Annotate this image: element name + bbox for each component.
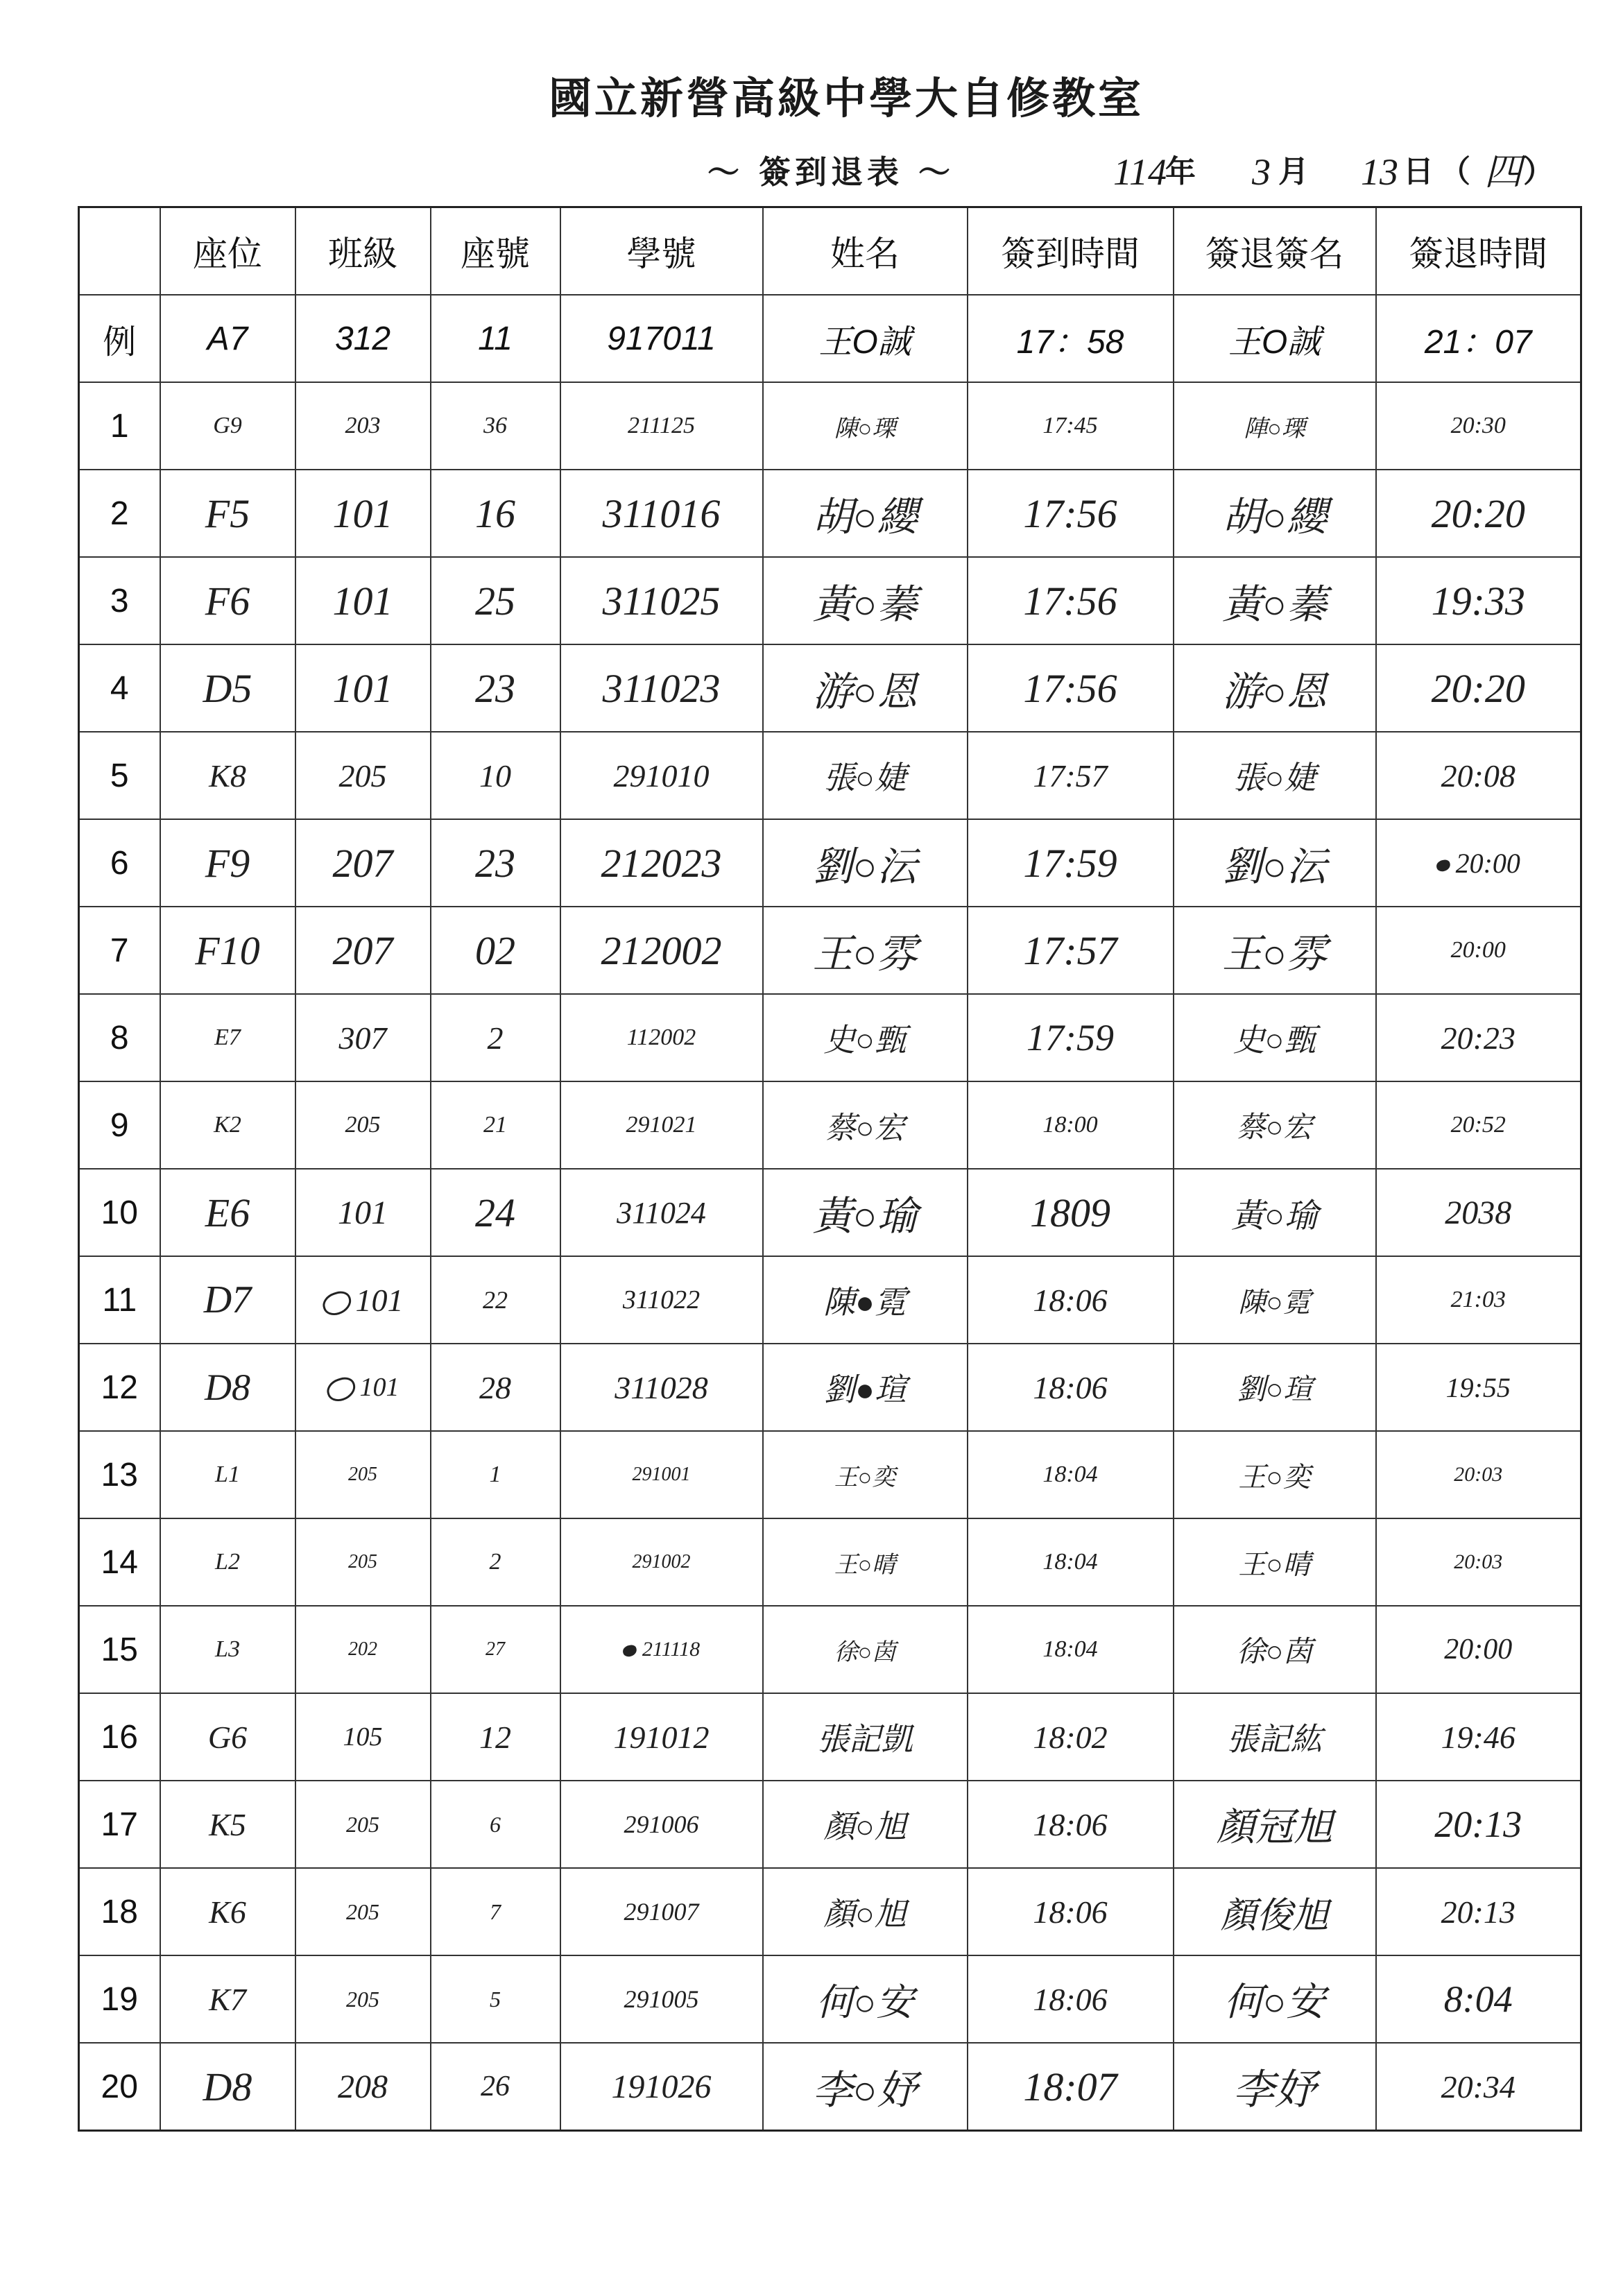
row-number: 9 — [79, 1081, 160, 1169]
student-id-cell: 112002 — [560, 994, 763, 1081]
sign-in-time-cell: 17:45 — [968, 382, 1174, 470]
sign-out-time-cell: 19:55 — [1376, 1344, 1581, 1431]
sign-in-time-cell: 17:56 — [968, 470, 1174, 557]
row-number: 7 — [79, 907, 160, 994]
name-cell: 徐○茵 — [763, 1606, 968, 1693]
name-cell: 蔡○宏 — [763, 1081, 968, 1169]
ink-scribble — [324, 1375, 359, 1405]
student-id-cell — [560, 1606, 763, 1693]
seat-number-cell: 6 — [431, 1781, 560, 1868]
sign-in-time-cell: 18:06 — [968, 1781, 1174, 1868]
name-cell: 黃○蓁 — [763, 557, 968, 644]
seat-number-cell: 02 — [431, 907, 560, 994]
seat-number-cell: 12 — [431, 1693, 560, 1781]
table-row — [79, 644, 1581, 732]
table-row — [79, 1781, 1581, 1868]
seat-cell: F5 — [160, 470, 295, 557]
student-id-cell: 291005 — [560, 1955, 763, 2043]
seat-cell: K7 — [160, 1955, 295, 2043]
seat-cell: K2 — [160, 1081, 295, 1169]
table-row — [79, 557, 1581, 644]
sign-in-time-cell: 18:04 — [968, 1518, 1174, 1606]
table-row — [79, 1081, 1581, 1169]
student-id-cell: 291001 — [560, 1431, 763, 1518]
seat-number-cell: 2 — [431, 994, 560, 1081]
seat-number-cell: 23 — [431, 819, 560, 907]
date-year: 114 — [1113, 151, 1167, 193]
seat-number-cell: 2 — [431, 1518, 560, 1606]
sign-out-signature-cell: 李妤 — [1174, 2043, 1376, 2131]
sign-out-time-cell: 20:13 — [1376, 1868, 1581, 1955]
sign-out-time-cell: 19:46 — [1376, 1693, 1581, 1781]
table-row — [79, 1169, 1581, 1256]
seat-cell: L2 — [160, 1518, 295, 1606]
example-label: 例 — [79, 295, 160, 382]
sign-in-time-cell: 18:06 — [968, 1955, 1174, 2043]
class-cell — [295, 1256, 431, 1344]
table-row — [79, 1344, 1581, 1431]
class-cell: 312 — [295, 295, 431, 382]
seat-cell: G9 — [160, 382, 295, 470]
sign-out-time-cell: 20:20 — [1376, 470, 1581, 557]
name-cell: 何○安 — [763, 1955, 968, 2043]
sign-out-signature-cell: 顏俊旭 — [1174, 1868, 1376, 1955]
name-cell: 王○晴 — [763, 1518, 968, 1606]
header-sign-out-signature: 簽退簽名 — [1174, 207, 1376, 295]
name-cell: 史○甄 — [763, 994, 968, 1081]
sign-out-signature-cell: 黃○蓁 — [1174, 557, 1376, 644]
table-row — [79, 2043, 1581, 2131]
header-sign-out-time: 簽退時間 — [1376, 207, 1581, 295]
sign-in-time-cell: 18:06 — [968, 1344, 1174, 1431]
sign-out-time-cell: 20:34 — [1376, 2043, 1581, 2131]
seat-number-cell: 11 — [431, 295, 560, 382]
class-cell: 205 — [295, 732, 431, 819]
sign-out-time-cell: 20:52 — [1376, 1081, 1581, 1169]
date-day-label: 日 — [1403, 154, 1434, 189]
sign-in-time-cell: 17:57 — [968, 732, 1174, 819]
date-open-paren: （ — [1440, 154, 1470, 189]
student-id-cell: 311025 — [560, 557, 763, 644]
table-row — [79, 1431, 1581, 1518]
sign-in-time-cell: 18:02 — [968, 1693, 1174, 1781]
row-number: 10 — [79, 1169, 160, 1256]
seat-cell: F10 — [160, 907, 295, 994]
class-cell: 205 — [295, 1781, 431, 1868]
sign-out-signature-cell: 張○婕 — [1174, 732, 1376, 819]
seat-number-cell: 23 — [431, 644, 560, 732]
seat-number-cell: 36 — [431, 382, 560, 470]
sign-out-time-cell: 21:03 — [1376, 1256, 1581, 1344]
table-row — [79, 1518, 1581, 1606]
sign-in-time-cell: 1809 — [968, 1169, 1174, 1256]
row-number: 11 — [79, 1256, 160, 1344]
seat-cell: D7 — [160, 1256, 295, 1344]
row-number: 19 — [79, 1955, 160, 2043]
date-day: 13 — [1361, 151, 1398, 193]
sign-out-time-cell: 20:00 — [1376, 1606, 1581, 1693]
table-row — [79, 1955, 1581, 2043]
row-number: 3 — [79, 557, 160, 644]
seat-number-cell: 16 — [431, 470, 560, 557]
header-sign-in-time: 簽到時間 — [968, 207, 1174, 295]
sign-in-time-cell: 18:06 — [968, 1868, 1174, 1955]
seat-cell: D8 — [160, 2043, 295, 2131]
table-row — [79, 382, 1581, 470]
date-year-label: 年 — [1165, 154, 1196, 189]
seat-cell: E6 — [160, 1169, 295, 1256]
row-number: 12 — [79, 1344, 160, 1431]
sign-in-time-cell: 18:00 — [968, 1081, 1174, 1169]
table-row — [79, 1868, 1581, 1955]
row-number: 2 — [79, 470, 160, 557]
sign-out-time-cell: 20:30 — [1376, 382, 1581, 470]
student-id-cell: 212023 — [560, 819, 763, 907]
seat-cell: A7 — [160, 295, 295, 382]
seat-cell: E7 — [160, 994, 295, 1081]
header-name: 姓名 — [763, 207, 968, 295]
sign-in-time-cell: 18:04 — [968, 1606, 1174, 1693]
student-id-cell: 211125 — [560, 382, 763, 470]
student-id-value: 211118 — [642, 1638, 701, 1661]
sign-in-time-cell: 18:06 — [968, 1256, 1174, 1344]
sign-in-time-cell: 17:57 — [968, 907, 1174, 994]
document-title: 國立新營高級中學大自修教室 — [548, 73, 1144, 123]
ink-blot — [1435, 859, 1451, 873]
class-cell: 101 — [295, 1169, 431, 1256]
row-number: 18 — [79, 1868, 160, 1955]
sign-out-time-cell: 20:03 — [1376, 1518, 1581, 1606]
sign-out-time-cell: 2038 — [1376, 1169, 1581, 1256]
student-id-cell: 191012 — [560, 1693, 763, 1781]
sign-out-signature-cell: 蔡○宏 — [1174, 1081, 1376, 1169]
table-row — [79, 470, 1581, 557]
sign-out-signature-cell: 劉○瑄 — [1174, 1344, 1376, 1431]
class-cell: 205 — [295, 1868, 431, 1955]
table-row — [79, 994, 1581, 1081]
seat-number-cell: 21 — [431, 1081, 560, 1169]
sign-out-signature-cell: 徐○茵 — [1174, 1606, 1376, 1693]
student-id-cell: 291002 — [560, 1518, 763, 1606]
class-cell: 205 — [295, 1955, 431, 2043]
sign-out-signature-cell: 陣○瑮 — [1174, 382, 1376, 470]
sign-out-time-cell: 19:33 — [1376, 557, 1581, 644]
sign-in-time-cell: 17：58 — [968, 295, 1174, 382]
class-cell: 101 — [295, 644, 431, 732]
sign-out-time-cell: 20:08 — [1376, 732, 1581, 819]
class-cell: 101 — [295, 470, 431, 557]
sign-out-signature-cell: 王○雰 — [1174, 907, 1376, 994]
sign-in-time-cell: 17:56 — [968, 557, 1174, 644]
class-cell: 208 — [295, 2043, 431, 2131]
class-cell: 205 — [295, 1518, 431, 1606]
sign-out-signature-cell: 劉○沄 — [1174, 819, 1376, 907]
row-number: 16 — [79, 1693, 160, 1781]
sign-out-time-cell: 20:00 — [1376, 907, 1581, 994]
sign-out-time-cell: 20:20 — [1376, 644, 1581, 732]
class-cell: 207 — [295, 907, 431, 994]
table-row — [79, 907, 1581, 994]
name-cell: 張○婕 — [763, 732, 968, 819]
sign-out-signature-cell: 游○恩 — [1174, 644, 1376, 732]
sign-out-signature-cell: 何○安 — [1174, 1955, 1376, 2043]
seat-number-cell: 28 — [431, 1344, 560, 1431]
seat-cell: L1 — [160, 1431, 295, 1518]
seat-number-cell: 22 — [431, 1256, 560, 1344]
student-id-cell: 311023 — [560, 644, 763, 732]
ink-blot — [621, 1644, 637, 1658]
sign-in-time-cell: 18:07 — [968, 2043, 1174, 2131]
row-number: 13 — [79, 1431, 160, 1518]
student-id-cell: 291007 — [560, 1868, 763, 1955]
table-row — [79, 732, 1581, 819]
seat-cell: K5 — [160, 1781, 295, 1868]
sign-out-signature-cell: 王O誠 — [1174, 295, 1376, 382]
seat-number-cell: 26 — [431, 2043, 560, 2131]
row-number: 8 — [79, 994, 160, 1081]
header-seat: 座位 — [160, 207, 295, 295]
class-cell: 307 — [295, 994, 431, 1081]
ink-scribble — [320, 1288, 354, 1318]
name-cell: 顏○旭 — [763, 1868, 968, 1955]
name-cell: 劉●瑄 — [763, 1344, 968, 1431]
row-number: 17 — [79, 1781, 160, 1868]
seat-number-cell: 27 — [431, 1606, 560, 1693]
sign-in-out-table — [78, 206, 1582, 2132]
date-close-paren: ） — [1523, 154, 1554, 189]
seat-cell: F6 — [160, 557, 295, 644]
student-id-cell: 191026 — [560, 2043, 763, 2131]
seat-cell: L3 — [160, 1606, 295, 1693]
date-line — [1110, 147, 1568, 197]
date-weekday: 四 — [1484, 151, 1522, 193]
row-number: 4 — [79, 644, 160, 732]
student-id-cell: 291010 — [560, 732, 763, 819]
sign-out-time-cell: 8:04 — [1376, 1955, 1581, 2043]
header-student-id: 學號 — [560, 207, 763, 295]
sign-out-time-cell: 20:23 — [1376, 994, 1581, 1081]
class-cell: 205 — [295, 1081, 431, 1169]
student-id-cell: 212002 — [560, 907, 763, 994]
sign-out-signature-cell: 陳○霓 — [1174, 1256, 1376, 1344]
seat-cell: K8 — [160, 732, 295, 819]
name-cell: 王O誠 — [763, 295, 968, 382]
date-month: 3 — [1252, 151, 1271, 193]
date-month-label: 月 — [1278, 154, 1309, 189]
student-id-cell: 291021 — [560, 1081, 763, 1169]
table-row — [79, 1693, 1581, 1781]
class-cell: 203 — [295, 382, 431, 470]
name-cell: 張記凱 — [763, 1693, 968, 1781]
class-value: 101 — [359, 1373, 400, 1402]
header-blank — [79, 207, 160, 295]
row-number: 14 — [79, 1518, 160, 1606]
sign-out-signature-cell: 史○甄 — [1174, 994, 1376, 1081]
class-cell — [295, 1344, 431, 1431]
row-number: 6 — [79, 819, 160, 907]
sign-in-time-cell: 17:59 — [968, 994, 1174, 1081]
sign-out-time-value: 20:00 — [1455, 847, 1520, 879]
row-number: 5 — [79, 732, 160, 819]
sign-in-time-cell: 18:04 — [968, 1431, 1174, 1518]
name-cell: 王○奕 — [763, 1431, 968, 1518]
name-cell: 顏○旭 — [763, 1781, 968, 1868]
seat-cell: G6 — [160, 1693, 295, 1781]
name-cell: 游○恩 — [763, 644, 968, 732]
example-row — [79, 295, 1581, 382]
seat-number-cell: 7 — [431, 1868, 560, 1955]
student-id-cell: 311024 — [560, 1169, 763, 1256]
name-cell: 黃○瑜 — [763, 1169, 968, 1256]
sign-in-time-cell: 17:59 — [968, 819, 1174, 907]
name-cell: 王○雰 — [763, 907, 968, 994]
sign-out-signature-cell: 胡○纓 — [1174, 470, 1376, 557]
name-cell: 劉○沄 — [763, 819, 968, 907]
seat-number-cell: 25 — [431, 557, 560, 644]
student-id-cell: 311022 — [560, 1256, 763, 1344]
class-value: 101 — [355, 1282, 404, 1318]
sign-out-signature-cell: 張記紘 — [1174, 1693, 1376, 1781]
class-cell: 205 — [295, 1431, 431, 1518]
header-class: 班級 — [295, 207, 431, 295]
header-seat-number: 座號 — [431, 207, 560, 295]
seat-number-cell: 5 — [431, 1955, 560, 2043]
student-id-cell: 311028 — [560, 1344, 763, 1431]
sign-out-time-cell — [1376, 819, 1581, 907]
sign-out-signature-cell: 顏冠旭 — [1174, 1781, 1376, 1868]
student-id-cell: 311016 — [560, 470, 763, 557]
seat-number-cell: 24 — [431, 1169, 560, 1256]
document-subtitle: ～ 簽到退表 ～ — [707, 153, 955, 191]
student-id-cell: 291006 — [560, 1781, 763, 1868]
row-number: 15 — [79, 1606, 160, 1693]
seat-number-cell: 1 — [431, 1431, 560, 1518]
sign-out-signature-cell: 王○晴 — [1174, 1518, 1376, 1606]
name-cell: 陳○瑮 — [763, 382, 968, 470]
sign-out-time-cell: 20:13 — [1376, 1781, 1581, 1868]
table-row — [79, 1256, 1581, 1344]
class-cell: 202 — [295, 1606, 431, 1693]
table-row — [79, 1606, 1581, 1693]
table-row — [79, 819, 1581, 907]
row-number: 20 — [79, 2043, 160, 2131]
seat-cell: D5 — [160, 644, 295, 732]
student-id-cell: 917011 — [560, 295, 763, 382]
seat-cell: D8 — [160, 1344, 295, 1431]
sign-out-time-cell: 20:03 — [1376, 1431, 1581, 1518]
header-row — [79, 207, 1581, 295]
class-cell: 105 — [295, 1693, 431, 1781]
sign-out-time-cell: 21：07 — [1376, 295, 1581, 382]
sign-out-signature-cell: 黃○瑜 — [1174, 1169, 1376, 1256]
name-cell: 胡○纓 — [763, 470, 968, 557]
seat-number-cell: 10 — [431, 732, 560, 819]
name-cell: 陳●霓 — [763, 1256, 968, 1344]
class-cell: 207 — [295, 819, 431, 907]
seat-cell: K6 — [160, 1868, 295, 1955]
row-number: 1 — [79, 382, 160, 470]
class-cell: 101 — [295, 557, 431, 644]
name-cell: 李○妤 — [763, 2043, 968, 2131]
seat-cell: F9 — [160, 819, 295, 907]
sign-in-time-cell: 17:56 — [968, 644, 1174, 732]
sign-out-signature-cell: 王○奕 — [1174, 1431, 1376, 1518]
